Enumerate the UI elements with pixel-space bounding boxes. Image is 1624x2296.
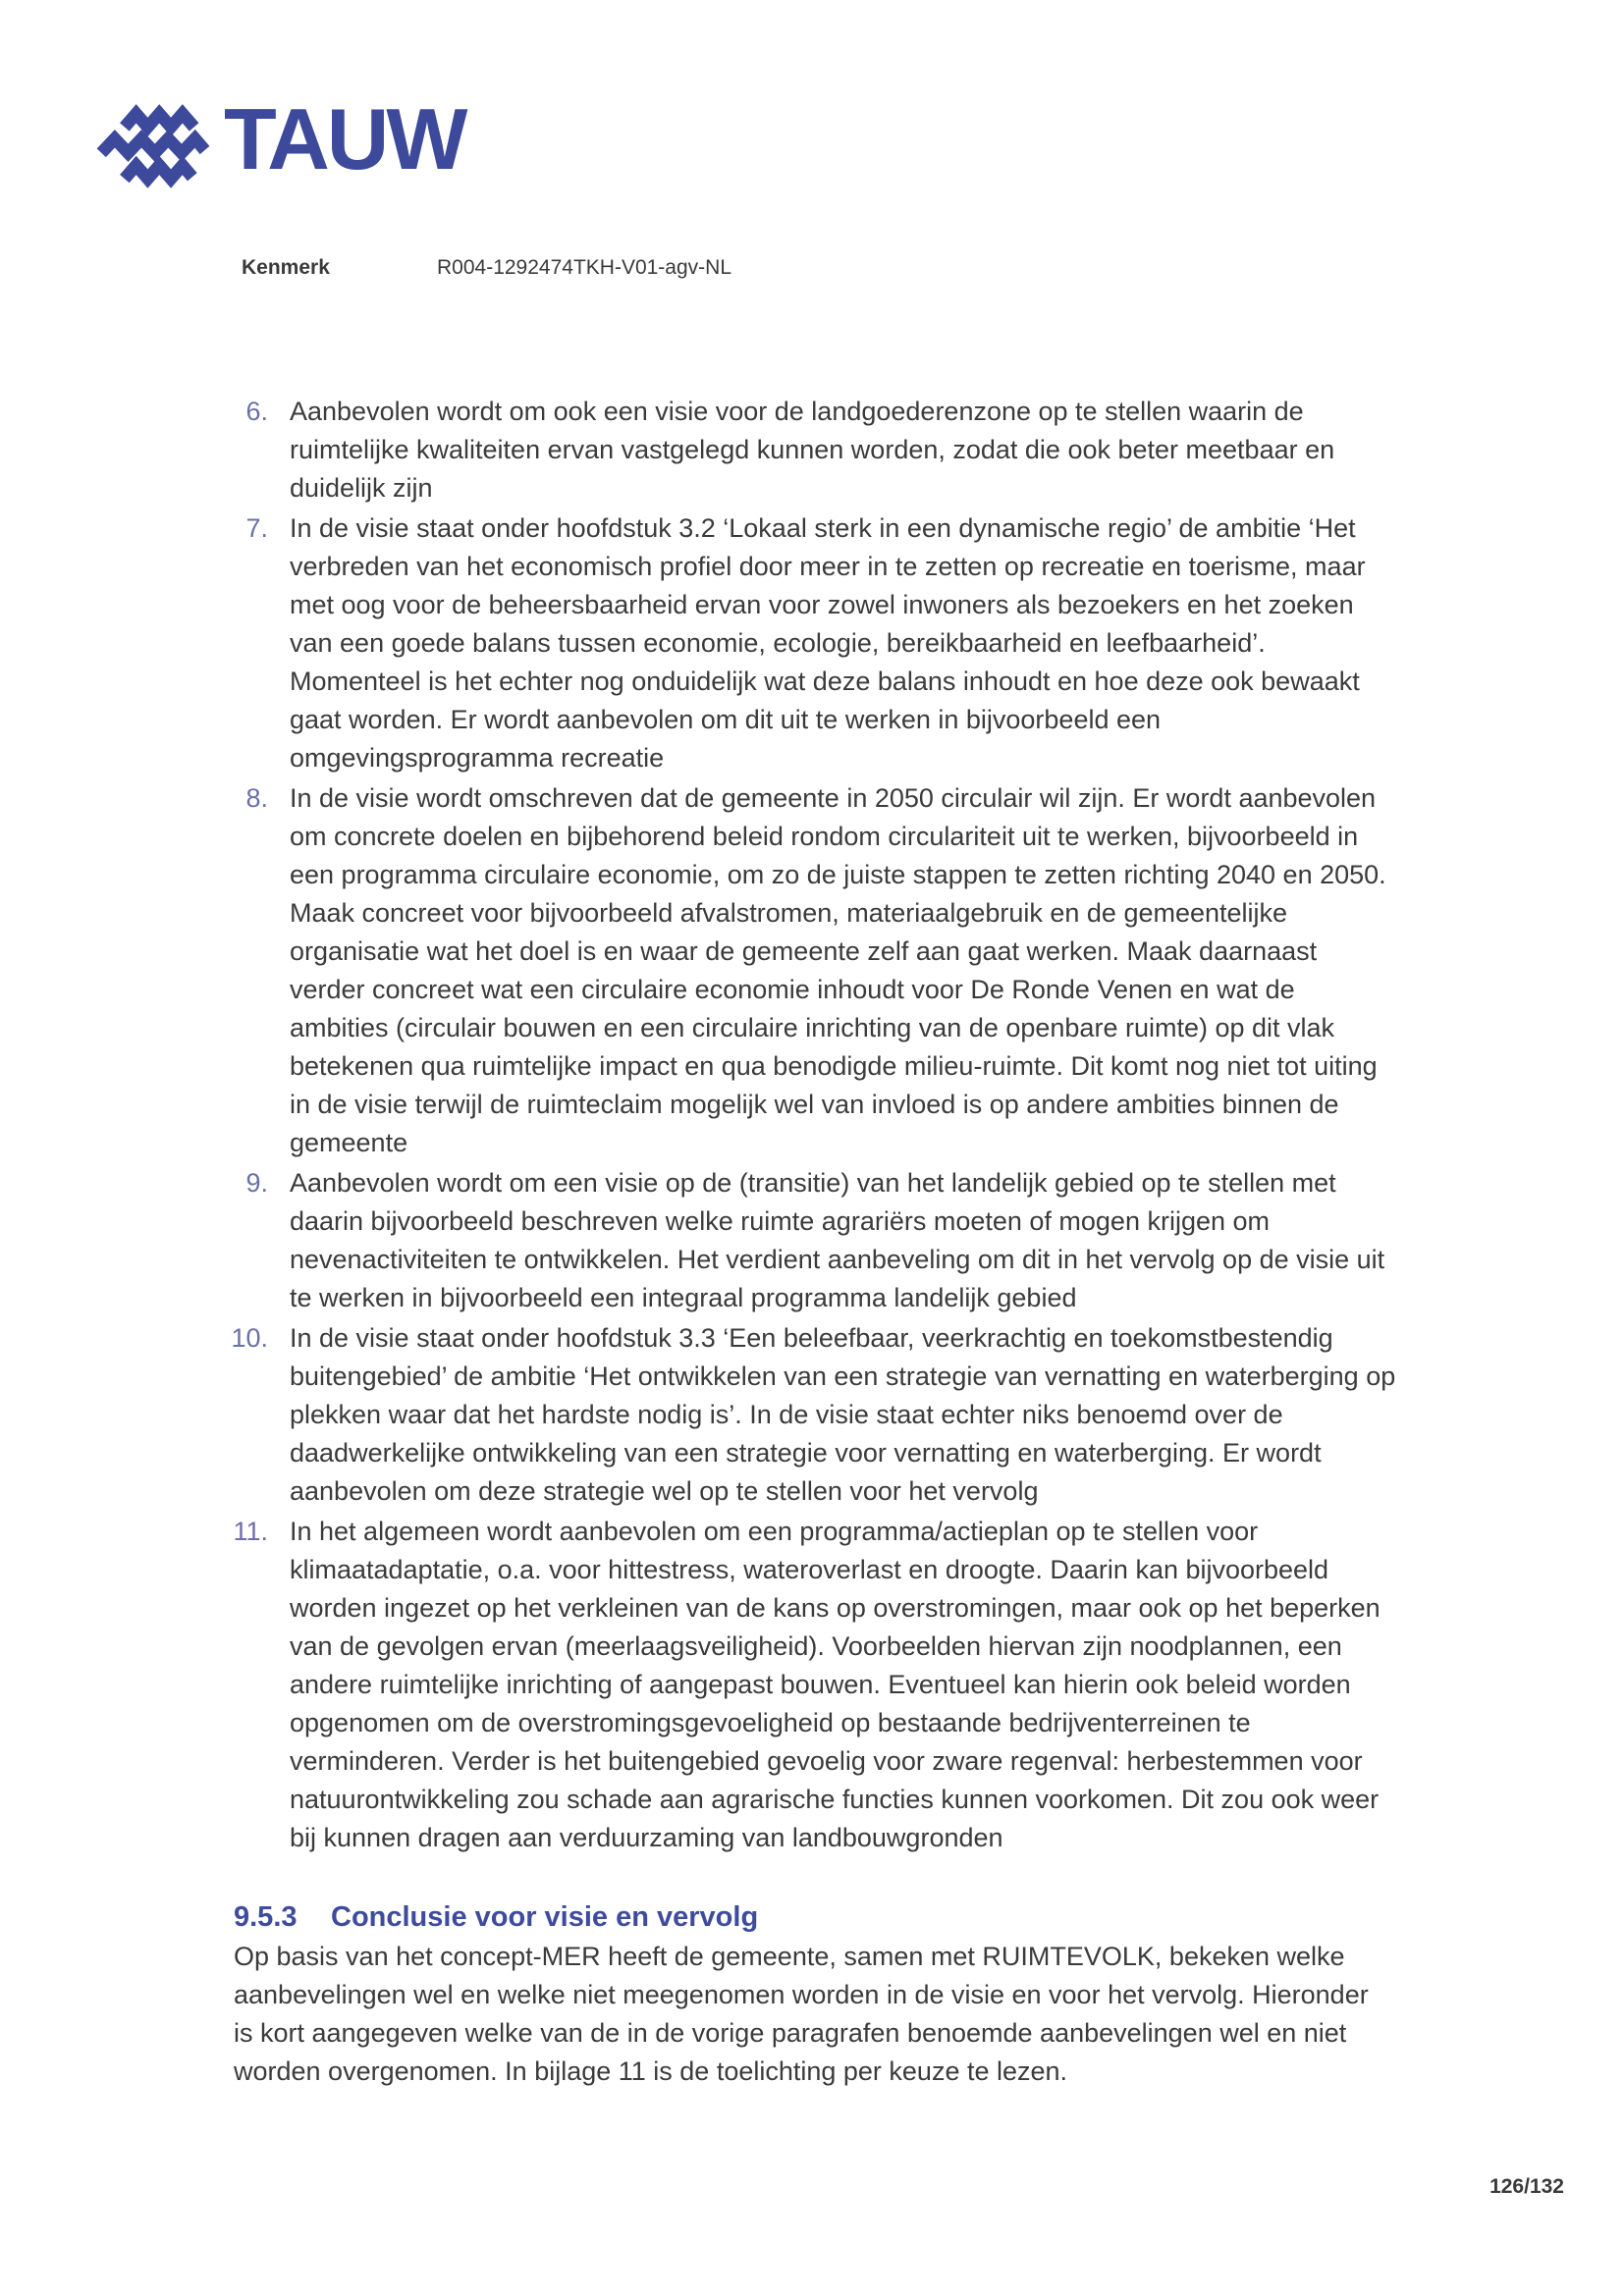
section-paragraph: Op basis van het concept-MER heeft de gemeente, samen met RUIMTEVOLK, bekeken welke aanbevelingen wel en welke niet meegenomen worden in de visie en voor het vervolg. Hieronder is kort aangegeven welke van de in de vorige paragrafen benoemde aanbevelingen wel en niet worden overgenomen. In bijlage 11 is de toelichting per keuze te lezen. xyxy=(234,1942,1369,2086)
page-body xyxy=(226,393,1414,2091)
list-item-number: 11. xyxy=(233,1517,268,1546)
list-item xyxy=(226,509,1414,777)
section-title: Conclusie voor visie en vervolg xyxy=(331,1901,759,1933)
list-item-number: 6. xyxy=(245,397,268,426)
list-item-number: 7. xyxy=(245,513,268,543)
list-item-text: In het algemeen wordt aanbevolen om een programma/actieplan op te stellen voor klimaatadaptatie, o.a. voor hittestress, wateroverlast en droogte. Daarin kan bijvoorbeeld worden ingezet op het verkleinen van de kans op overstromingen, maar ook op het beperken van de gevolgen ervan (meerlaagsveiligheid). Voorbeelden hiervan zijn noodplannen, een andere ruimtelijke inrichting of aangepast bouwen. Eventueel kan hierin ook beleid worden opgenomen om de overstromingsgevoeligheid op bestaande bedrijventerreinen te verminderen. Verder is het buitengebied gevoelig voor zware regenval: herbestemmen voor natuurontwikkeling zou schade aan agrarische functies kunnen voorkomen. Dit zou ook weer bij kunnen dragen aan verduurzaming van landbouwgronden xyxy=(290,1517,1380,1852)
list-item-number: 10. xyxy=(231,1323,268,1353)
list-item-text: In de visie staat onder hoofdstuk 3.3 ‘Een beleefbaar, veerkrachtig en toekomstbestendig buitengebied’ de ambitie ‘Het ontwikkelen van een strategie van vernatting en waterberging op plekken waar dat het hardste nodig is’. In de visie staat echter niks benoemd over de daadwerkelijke ontwikkeling van een strategie voor vernatting en waterberging. Er wordt aanbevolen om deze strategie wel op te stellen voor het vervolg xyxy=(290,1323,1396,1506)
list-item-number: 8. xyxy=(245,783,268,813)
list-item xyxy=(226,1319,1414,1511)
page-number: 126/132 xyxy=(1489,2175,1564,2198)
list-item-text: In de visie wordt omschreven dat de gemeente in 2050 circulair wil zijn. Er wordt aanbevolen om concrete doelen en bijbehorend beleid rondom circulariteit uit te werken, bijvoorbeeld in een programma circulaire economie, om zo de juiste stappen te zetten richting 2040 en 2050. Maak concreet voor bijvoorbeeld afvalstromen, materiaalgebruik en de gemeentelijke organisatie wat het doel is en waar de gemeente zelf aan gaat werken. Maak daarnaast verder concreet wat een circulaire economie inhoudt voor De Ronde Venen en wat de ambities (circulair bouwen en een circulaire inrichting van de openbare ruimte) op dit vlak betekenen qua ruimtelijke impact en qua benodigde milieu-ruimte. Dit komt nog niet tot uiting in de visie terwijl de ruimteclaim mogelijk wel van invloed is op andere ambities binnen de gemeente xyxy=(290,783,1386,1157)
list-item-number: 9. xyxy=(245,1168,268,1198)
brand-wordmark: TAUW xyxy=(224,90,465,187)
list-item-text: Aanbevolen wordt om ook een visie voor de landgoederenzone op te stellen waarin de ruimtelijke kwaliteiten ervan vastgelegd kunnen worden, zodat die ook beter meetbaar en duidelijk zijn xyxy=(290,397,1335,503)
list-item-text: In de visie staat onder hoofdstuk 3.2 ‘Lokaal sterk in een dynamische regio’ de ambitie ‘Het verbreden van het economisch profiel door meer in te zetten op recreatie en toerisme, maar met oog voor de beheersbaarheid ervan voor zowel inwoners als bezoekers en het zoeken van een goede balans tussen economie, ecologie, bereikbaarheid en leefbaarheid’. Momenteel is het echter nog onduidelijk wat deze balans inhoudt en hoe deze ook bewaakt gaat worden. Er wordt aanbevolen om dit uit te werken in bijvoorbeeld een omgevingsprogramma recreatie xyxy=(290,513,1366,773)
list-item xyxy=(226,779,1414,1162)
section-number: 9.5.3 xyxy=(234,1901,298,1933)
list-item xyxy=(226,393,1414,507)
kenmerk-row xyxy=(242,255,731,281)
list-item xyxy=(226,1164,1414,1317)
list-item xyxy=(226,1513,1414,1857)
section-heading xyxy=(234,1897,1414,1937)
kenmerk-label: Kenmerk xyxy=(242,256,330,279)
list-item-text: Aanbevolen wordt om een visie op de (transitie) van het landelijk gebied op te stellen met daarin bijvoorbeeld beschreven welke ruimte agrariërs moeten of mogen krijgen om nevenactiviteiten te ontwikkelen. Het verdient aanbeveling om dit in het vervolg op de visie uit te werken in bijvoorbeeld een integraal programma landelijk gebied xyxy=(290,1168,1385,1312)
tauw-logo xyxy=(94,90,465,196)
tauw-wave-icon xyxy=(94,95,210,196)
kenmerk-value: R004-1292474TKH-V01-agv-NL xyxy=(437,256,731,279)
